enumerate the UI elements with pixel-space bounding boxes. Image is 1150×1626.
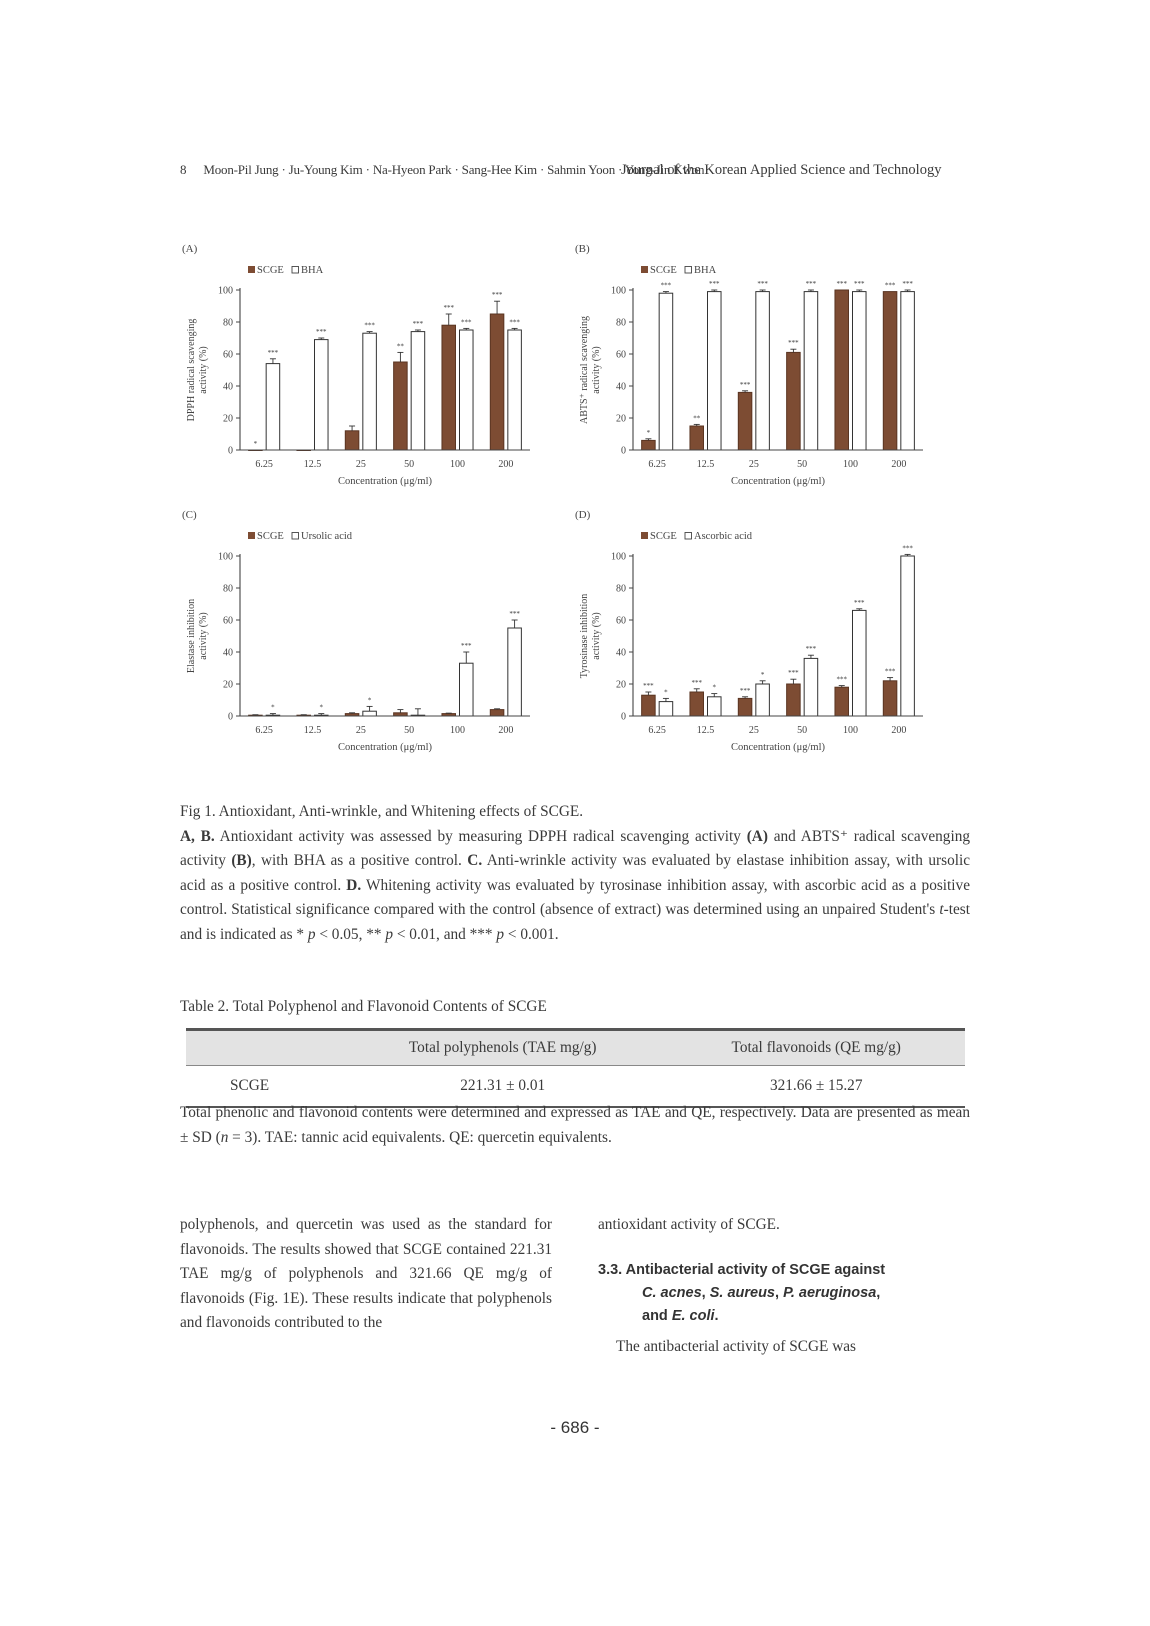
significance-marker: *** [267,348,279,357]
significance-marker: * [646,428,651,437]
y-tick-label: 80 [616,583,626,595]
legend-swatch-control [685,533,692,540]
bar-control [756,684,770,716]
significance-marker: *** [364,321,375,330]
y-axis-title: activity (%) [198,346,209,394]
significance-marker: *** [643,682,654,690]
x-tick-label: 50 [797,459,808,470]
chart-c-svg [170,504,550,764]
caption-ref-a: (A) [746,827,768,845]
x-tick-label: 6.25 [255,725,273,736]
caption-ref-b: (B) [231,852,252,869]
y-tick-label: 100 [218,285,233,297]
bar-control [363,711,377,716]
table-cell-flavonoids: 321.66 ± 15.27 [667,1066,965,1108]
legend-label-control: Ascorbic acid [694,531,753,542]
caption-body [180,825,970,948]
x-tick-label: 100 [843,725,858,736]
significance-marker: * [664,688,668,697]
bar-scge [490,314,504,450]
x-tick-label: 200 [498,725,514,736]
section-heading [598,1259,978,1328]
legend-label-control: Ursolic acid [301,531,353,542]
y-tick-label: 40 [223,381,233,393]
bar-scge [835,687,849,716]
table-header-row [186,1030,965,1066]
significance-marker: ** [396,342,404,351]
significance-marker: *** [805,280,817,288]
punct: , [876,1285,881,1301]
bar-control [363,333,377,450]
table-header-polyphenols: Total polyphenols (TAE mg/g) [338,1030,667,1066]
significance-marker: *** [691,678,702,687]
significance-marker: *** [461,318,472,327]
table-cell-polyphenols: 221.31 ± 0.01 [338,1066,667,1108]
species-name: P. aeruginosa [783,1285,877,1301]
legend-label-scge: SCGE [257,531,284,542]
bar-scge [738,698,752,716]
bar-scge [642,440,656,450]
y-tick-label: 20 [223,679,233,691]
x-tick-label: 25 [748,459,759,470]
body-column-right-continued: The antibacterial activity of SCGE was [616,1338,856,1355]
section-heading-line-3 [598,1305,978,1328]
significance-marker: * [367,696,372,705]
body-column-right-start: antioxidant activity of SCGE. [598,1216,780,1233]
caption-text: Whitening activity was evaluated by tyrosinase inhibition assay, with ascorbic acid as a positive control. Statistical significance compared with the control (absence of extract) was determined using an unpaired Student's [180,876,970,918]
caption-lead-ab: A, B. [180,827,215,845]
bar-scge [642,695,656,716]
caption-italic-p: p [307,925,316,943]
species-name: E. coli [671,1308,715,1324]
caption-text: < 0.001. [504,925,559,943]
caption-text: -test and is indicated as * [180,901,970,943]
table-note-text: = 3). TAE: tannic acid equivalents. QE: quercetin equivalents. [228,1128,612,1146]
significance-marker: *** [491,291,503,300]
significance-marker: *** [509,318,520,327]
bar-control [659,293,673,450]
y-tick-label: 80 [616,317,626,329]
x-tick-label: 50 [797,725,808,736]
table-header-empty [186,1030,338,1066]
bar-scge [835,290,849,450]
y-tick-label: 20 [223,413,233,425]
bar-scge [787,684,801,716]
body-column-left [180,1213,552,1336]
significance-marker: *** [854,280,865,288]
caption-italic-t: t [939,901,944,918]
x-axis-title: Concentration (μg/ml) [731,476,825,487]
y-axis-title: activity (%) [198,612,209,660]
section-heading-line-2 [598,1282,978,1305]
caption-title: Fig 1. Antioxidant, Anti-wrinkle, and Whitening effects of SCGE. [180,803,584,820]
bar-control [756,292,770,450]
x-tick-label: 100 [450,459,465,470]
table-header-flavonoids: Total flavonoids (QE mg/g) [667,1030,965,1066]
y-tick-label: 40 [616,647,626,659]
x-tick-label: 6.25 [648,459,666,470]
y-tick-label: 60 [616,615,626,627]
legend-swatch-scge [641,266,648,273]
significance-marker: *** [902,544,913,553]
bar-control [460,330,474,450]
x-tick-label: 12.5 [303,725,322,736]
significance-marker: *** [461,642,472,650]
bar-control [508,330,522,450]
bar-control [804,658,818,716]
x-tick-label: 200 [891,459,907,470]
y-tick-label: 60 [616,349,626,361]
bar-control [460,663,474,716]
x-axis-title: Concentration (μg/ml) [731,742,825,753]
caption-text: and ABTS⁺ radical scavenging activity [180,827,970,869]
x-tick-label: 12.5 [696,725,715,736]
x-tick-label: 12.5 [696,459,715,470]
chart-panel-d [563,504,943,769]
caption-italic-p: p [385,925,394,943]
x-tick-label: 200 [498,459,514,470]
y-axis-title: Elastase inhibition [186,598,197,674]
x-tick-label: 100 [843,459,858,470]
bar-scge [345,431,359,450]
table-row-label: SCGE [186,1066,338,1108]
significance-marker: *** [836,280,847,288]
bar-scge [394,362,408,450]
y-tick-label: 100 [611,551,626,563]
panel-label: (D) [575,509,591,521]
caption-text: < 0.01, and *** [393,925,497,943]
caption-italic-p: p [496,925,505,943]
bar-control [804,292,818,450]
chart-panel-a [170,238,550,503]
chart-d-svg [563,504,943,764]
bar-scge [490,710,504,716]
significance-marker: *** [660,281,672,290]
bar-control [411,332,425,450]
legend-swatch-control [292,533,299,540]
significance-marker: * [253,440,258,448]
chart-panel-b [563,238,943,503]
y-tick-label: 20 [616,679,626,691]
y-tick-label: 0 [228,711,233,723]
y-tick-label: 0 [621,445,626,457]
bar-control [901,292,915,450]
x-tick-label: 6.25 [648,725,666,736]
significance-marker: *** [788,339,799,348]
page-number-header: 8 [180,162,187,177]
table-note-text: Total phenolic and flavonoid contents were determined and expressed as TAE and QE, respectively. Data are presented as mean ± SD ( [180,1104,970,1146]
x-tick-label: 25 [355,725,366,736]
bar-scge [883,681,897,716]
bar-scge [738,392,752,450]
bar-control [901,556,915,716]
legend-label-scge: SCGE [650,531,677,542]
journal-title: Journal of the Korean Applied Science and Technology [621,162,942,178]
caption-text: Antioxidant activity was assessed by measuring DPPH radical scavenging activity [214,827,747,845]
significance-marker: *** [805,645,817,654]
legend-label-scge: SCGE [650,265,677,276]
bar-control [853,610,867,716]
y-tick-label: 0 [621,711,626,723]
significance-marker: * [760,670,765,679]
significance-marker: *** [884,281,896,290]
bar-scge [690,692,704,716]
legend-label-control: BHA [301,265,324,276]
significance-marker: *** [902,280,913,288]
punct: , [775,1285,784,1301]
bar-scge [883,292,897,450]
x-tick-label: 50 [404,725,415,736]
y-tick-label: 60 [223,349,233,361]
significance-marker: *** [509,610,520,618]
punct: , [701,1285,710,1301]
caption-lead-d: D. [346,876,362,894]
punct: . [714,1308,719,1324]
table-title: Table 2. Total Polyphenol and Flavonoid Contents of SCGE [180,998,547,1015]
significance-marker: *** [836,675,847,684]
author-list: Moon-Pil Jung · Ju-Young Kim · Na-Hyeon Park · Sang-Hee Kim · Sahmin Yoon · Yong-Jin Kwon [203,162,705,177]
bar-control [708,292,722,450]
significance-marker: * [271,703,275,712]
page-number-footer: - 686 - [550,1418,600,1437]
y-tick-label: 60 [223,615,233,627]
x-axis-title: Concentration (μg/ml) [338,742,432,753]
significance-marker: *** [788,669,799,678]
caption-text: , with BHA as a positive control. [251,852,468,869]
section-number: 3.3. [598,1262,623,1278]
significance-marker: *** [739,380,751,389]
y-tick-label: 40 [616,381,626,393]
x-tick-label: 25 [748,725,759,736]
bar-control [708,697,722,716]
caption-text: < 0.05, ** [315,925,386,943]
y-tick-label: 80 [223,317,233,329]
chart-b-svg [563,238,943,498]
panel-label: (B) [575,243,590,255]
y-axis-title: Tyrosinase inhibition [579,593,590,679]
legend-swatch-control [292,267,299,274]
figure-caption [180,800,970,947]
y-tick-label: 0 [228,445,233,457]
y-tick-label: 100 [218,551,233,563]
y-axis-title: DPPH radical scavenging [186,318,197,422]
caption-lead-c: C. [467,852,483,869]
significance-marker: *** [739,686,751,695]
x-tick-label: 25 [355,459,366,470]
section-heading-text: and [642,1308,672,1324]
section-heading-line-1 [598,1262,885,1278]
y-axis-title: activity (%) [591,612,602,660]
legend-label-control: BHA [694,265,717,276]
significance-marker: *** [443,304,454,312]
species-name: C. acnes [642,1285,702,1301]
significance-marker: *** [854,598,865,607]
bar-scge [690,426,704,450]
significance-marker: *** [757,280,768,288]
legend-label-scge: SCGE [257,265,284,276]
y-tick-label: 20 [616,413,626,425]
legend-swatch-scge [248,532,255,539]
bar-scge [442,325,456,450]
significance-marker: *** [316,328,327,336]
bar-control [508,628,522,716]
bar-control [315,340,329,450]
body-paragraph: polyphenols, and quercetin was used as the standard for flavonoids. The results showed that SCGE contained 221.31 TAE mg/g of polyphenols and 321.66 QE mg/g of flavonoids (Fig. 1E). These results indicate that polyphenols and flavonoids contributed to the [180,1216,552,1331]
significance-marker: ** [693,414,701,423]
chart-a-svg [170,238,550,498]
caption-text: Anti-wrinkle activity was evaluated by elastase inhibition assay, with ursolic acid as a positive control. [180,852,971,894]
y-tick-label: 100 [611,285,626,297]
species-name: S. aureus [709,1285,775,1301]
table-note-italic-n: n [220,1128,229,1146]
significance-marker: * [319,703,324,712]
panel-label: (A) [182,243,198,255]
y-axis-title: activity (%) [591,346,602,394]
y-axis-title: ABTS⁺ radical scavenging [579,315,590,425]
x-tick-label: 50 [404,459,415,470]
x-tick-label: 100 [450,725,465,736]
chart-panel-c [170,504,550,769]
bar-control [659,702,673,716]
significance-marker: *** [884,667,896,676]
x-tick-label: 12.5 [303,459,322,470]
x-tick-label: 6.25 [255,459,273,470]
results-table [186,1028,965,1108]
panel-label: (C) [182,509,197,521]
significance-marker: * [712,683,717,692]
section-heading-text: Antibacterial activity of SCGE against [622,1262,886,1278]
table-note [180,1101,970,1150]
bar-scge [787,352,801,450]
legend-swatch-control [685,267,692,274]
legend-swatch-scge [641,532,648,539]
bar-control [266,364,280,450]
y-tick-label: 80 [223,583,233,595]
significance-marker: *** [709,280,720,288]
y-tick-label: 40 [223,647,233,659]
significance-marker: *** [412,320,424,328]
legend-swatch-scge [248,266,255,273]
x-axis-title: Concentration (μg/ml) [338,476,432,487]
x-tick-label: 200 [891,725,907,736]
bar-control [853,292,867,450]
